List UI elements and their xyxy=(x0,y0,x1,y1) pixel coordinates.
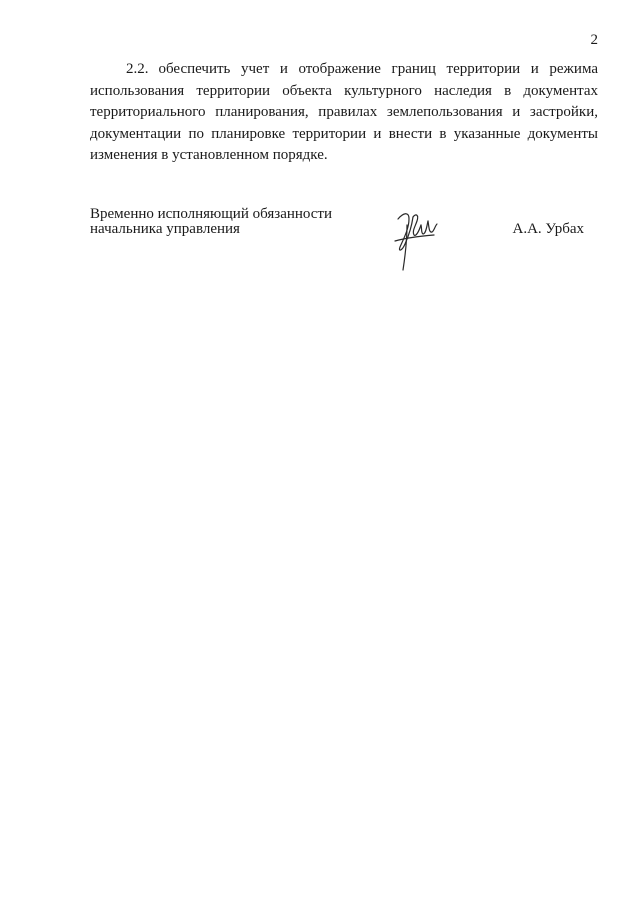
signature-block xyxy=(90,207,598,287)
paragraph-text: обеспечить учет и отображение границ территории и режима использования территории объекта культурного наследия в документах территориального планирования, правилах землепользования и застройки, документации по планировке территории и внести в указанные документы изменения в установленном порядке. xyxy=(90,61,598,163)
page-number: 2 xyxy=(590,32,598,48)
handwritten-signature-icon xyxy=(394,207,442,273)
signatory-title xyxy=(90,207,332,237)
body-paragraph xyxy=(90,59,598,167)
signatory-name: А.А. Урбах xyxy=(512,221,584,237)
paragraph-number: 2.2. xyxy=(126,61,149,77)
signatory-title-line-1: Временно исполняющий обязанности xyxy=(90,206,333,222)
signatory-title-line-2: начальника управления xyxy=(90,221,240,237)
